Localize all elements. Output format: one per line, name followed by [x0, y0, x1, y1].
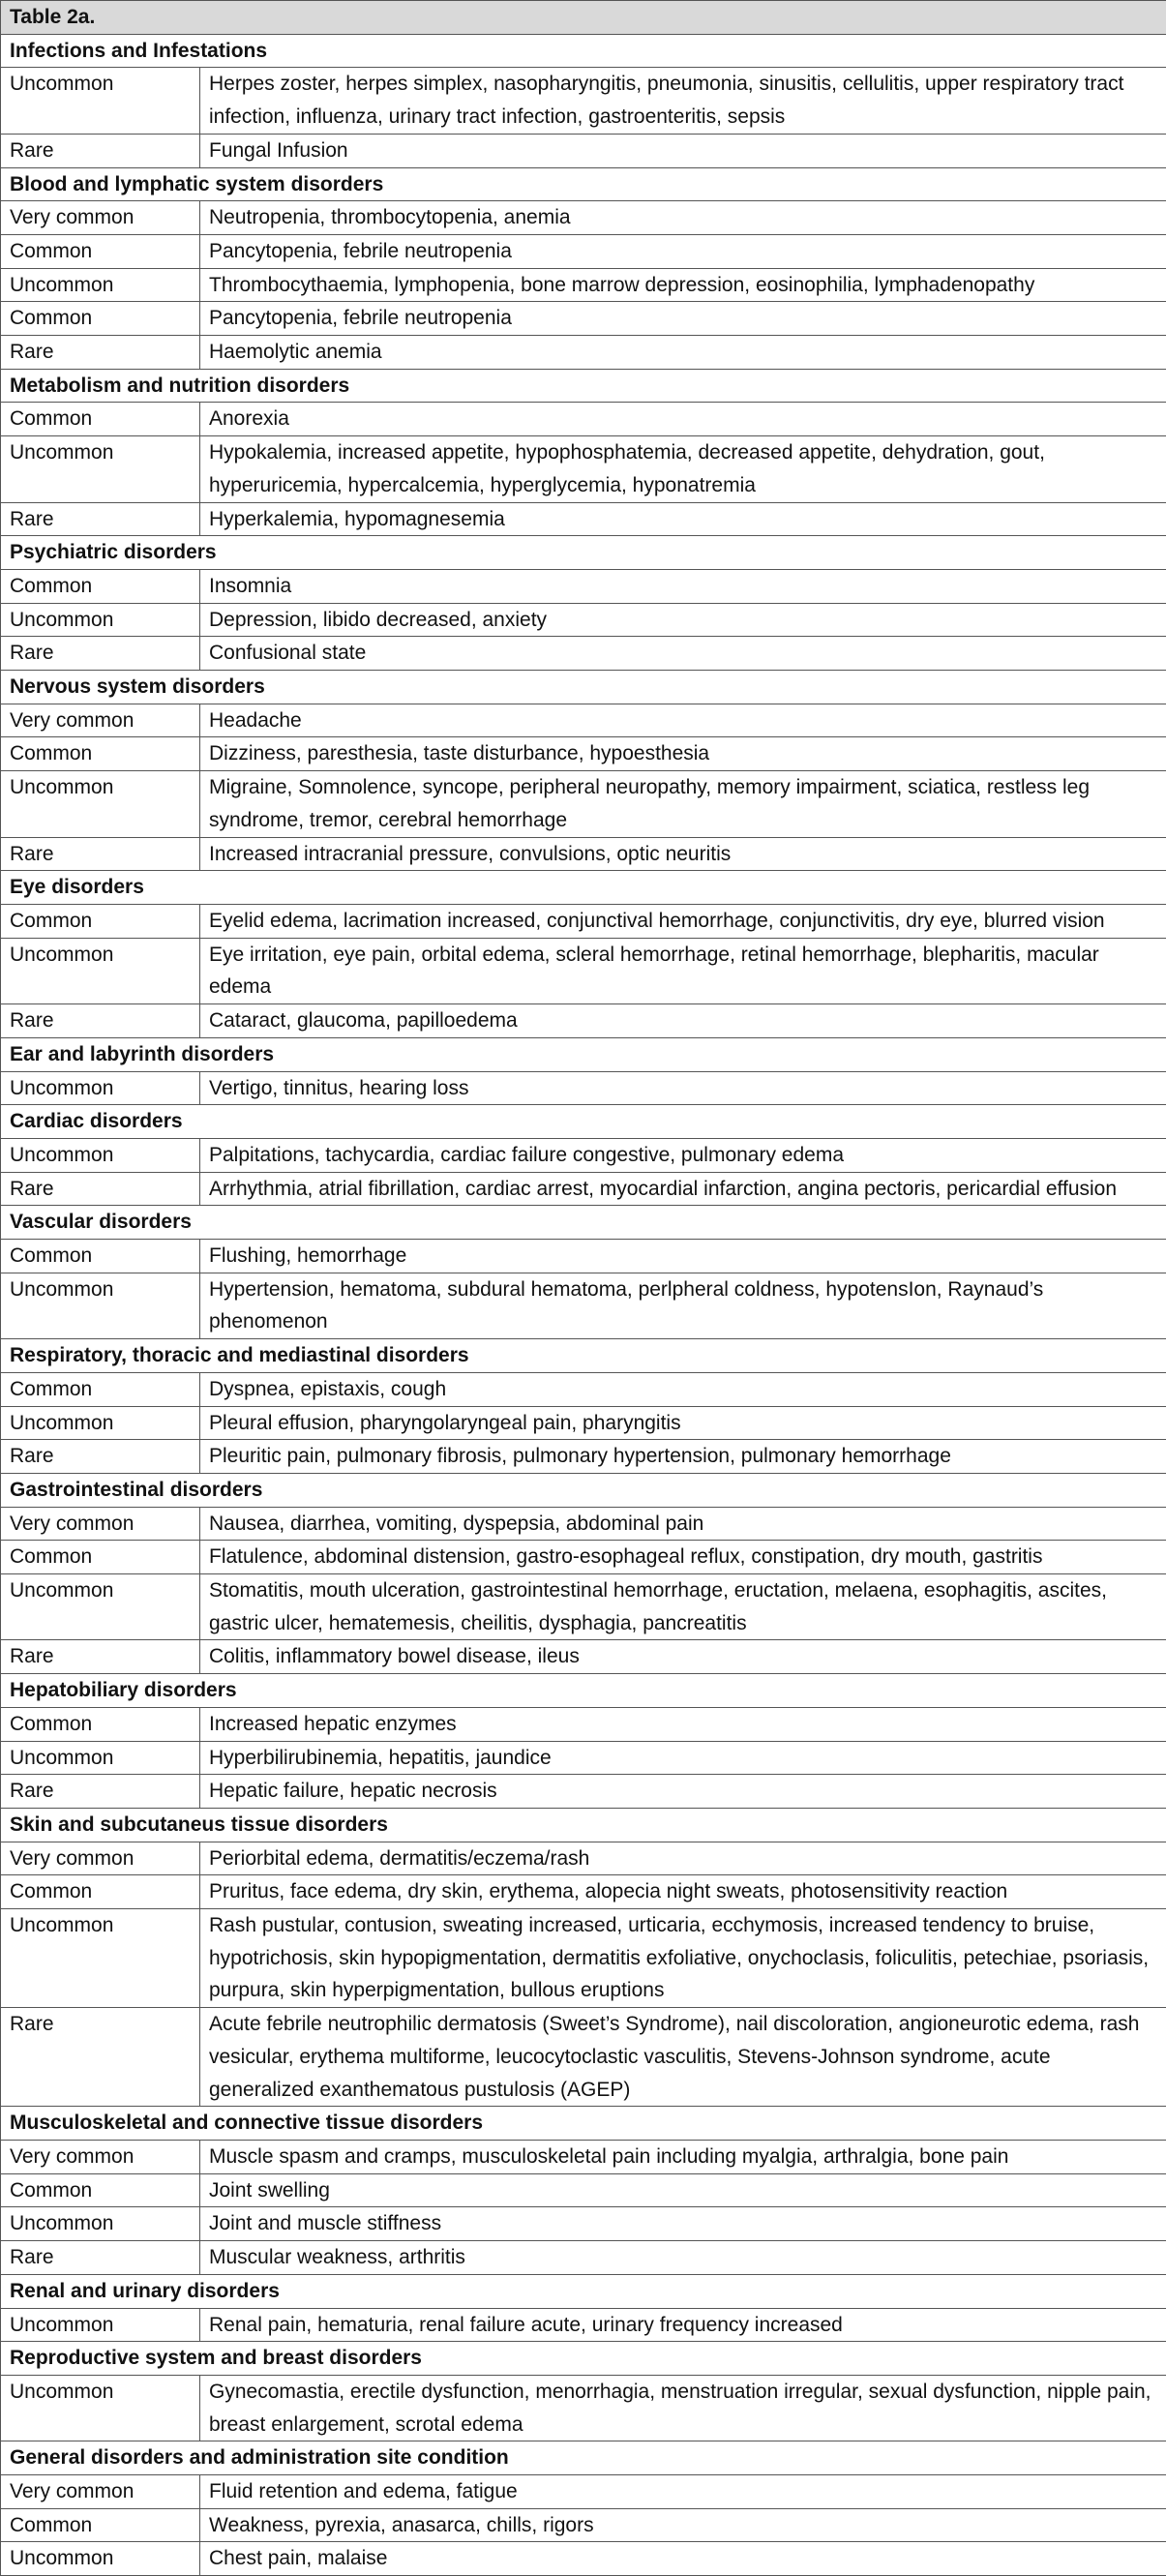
- table-row: [1, 1707, 1166, 1741]
- reactions-cell: Hyperkalemia, hypomagnesemia: [200, 502, 1166, 536]
- section-title: Skin and subcutaneus tissue disorders: [1, 1808, 1166, 1842]
- reactions-cell: Stomatitis, mouth ulceration, gastrointestinal hemorrhage, eructation, melaena, esophagitis, ascites, gastric ulcer, hematemesis, cheilitis, dysphagia, pancreatitis: [200, 1574, 1166, 1640]
- table-row: [1, 1842, 1166, 1875]
- table-row: [1, 2542, 1166, 2576]
- frequency-cell: Common: [1, 904, 200, 938]
- table-row: [1, 1273, 1166, 1338]
- frequency-cell: Uncommon: [1, 2308, 200, 2342]
- frequency-cell: Uncommon: [1, 2375, 200, 2441]
- table-row: [1, 1741, 1166, 1775]
- table-row: [1, 737, 1166, 771]
- reactions-cell: Muscular weakness, arthritis: [200, 2241, 1166, 2275]
- frequency-cell: Common: [1, 1372, 200, 1406]
- reactions-cell: Increased hepatic enzymes: [200, 1707, 1166, 1741]
- reactions-cell: Joint swelling: [200, 2173, 1166, 2207]
- table-row: [1, 2475, 1166, 2509]
- frequency-cell: Common: [1, 1707, 200, 1741]
- section-header-row: [1, 2274, 1166, 2308]
- reactions-cell: Fungal Infusion: [200, 134, 1166, 167]
- frequency-cell: Uncommon: [1, 1574, 200, 1640]
- table-row: [1, 403, 1166, 436]
- table-row: [1, 2173, 1166, 2207]
- reactions-cell: Joint and muscle stiffness: [200, 2207, 1166, 2241]
- reactions-cell: Migraine, Somnolence, syncope, peripheral neuropathy, memory impairment, sciatica, restless leg syndrome, tremor, cerebral hemorrhage: [200, 771, 1166, 837]
- table-row: [1, 771, 1166, 837]
- frequency-cell: Very common: [1, 2141, 200, 2174]
- reactions-cell: Neutropenia, thrombocytopenia, anemia: [200, 201, 1166, 235]
- section-header-row: [1, 871, 1166, 905]
- table-row: [1, 2308, 1166, 2342]
- reactions-cell: Pleural effusion, pharyngolaryngeal pain, pharyngitis: [200, 1406, 1166, 1440]
- frequency-cell: Common: [1, 2508, 200, 2542]
- section-title: Reproductive system and breast disorders: [1, 2342, 1166, 2376]
- table-row: [1, 1507, 1166, 1541]
- frequency-cell: Uncommon: [1, 1909, 200, 2008]
- reactions-cell: Renal pain, hematuria, renal failure acute, urinary frequency increased: [200, 2308, 1166, 2342]
- reactions-cell: Gynecomastia, erectile dysfunction, menorrhagia, menstruation irregular, sexual dysfunction, nipple pain, breast enlargement, scrotal edema: [200, 2375, 1166, 2441]
- section-header-row: [1, 2342, 1166, 2376]
- table-row: [1, 134, 1166, 167]
- frequency-cell: Rare: [1, 2241, 200, 2275]
- frequency-cell: Rare: [1, 1440, 200, 1474]
- reactions-cell: Flatulence, abdominal distension, gastro-esophageal reflux, constipation, dry mouth, gastritis: [200, 1541, 1166, 1574]
- reactions-cell: Nausea, diarrhea, vomiting, dyspepsia, abdominal pain: [200, 1507, 1166, 1541]
- table-row: [1, 1541, 1166, 1574]
- section-title: Infections and Infestations: [1, 34, 1166, 68]
- reactions-cell: Confusional state: [200, 637, 1166, 671]
- frequency-cell: Rare: [1, 1640, 200, 1674]
- reactions-cell: Vertigo, tinnitus, hearing loss: [200, 1071, 1166, 1105]
- reactions-cell: Dizziness, paresthesia, taste disturbance, hypoesthesia: [200, 737, 1166, 771]
- table-row: [1, 1574, 1166, 1640]
- frequency-cell: Very common: [1, 704, 200, 737]
- section-header-row: [1, 1808, 1166, 1842]
- section-title: Eye disorders: [1, 871, 1166, 905]
- frequency-cell: Rare: [1, 2008, 200, 2107]
- frequency-cell: Common: [1, 1875, 200, 1909]
- frequency-cell: Very common: [1, 201, 200, 235]
- table-title: Table 2a.: [1, 1, 1166, 35]
- reactions-cell: Anorexia: [200, 403, 1166, 436]
- reactions-cell: Fluid retention and edema, fatigue: [200, 2475, 1166, 2509]
- table-row: [1, 1172, 1166, 1206]
- section-header-row: [1, 2107, 1166, 2141]
- table-body: [1, 1, 1166, 2576]
- table-row: [1, 2207, 1166, 2241]
- frequency-cell: Common: [1, 403, 200, 436]
- reactions-cell: Pancytopenia, febrile neutropenia: [200, 234, 1166, 268]
- reactions-cell: Flushing, hemorrhage: [200, 1240, 1166, 1273]
- frequency-cell: Uncommon: [1, 1273, 200, 1338]
- section-header-row: [1, 1206, 1166, 1240]
- frequency-cell: Rare: [1, 502, 200, 536]
- section-title: Nervous system disorders: [1, 671, 1166, 704]
- frequency-cell: Very common: [1, 1507, 200, 1541]
- frequency-cell: Uncommon: [1, 1071, 200, 1105]
- reactions-cell: Pruritus, face edema, dry skin, erythema, alopecia night sweats, photosensitivity reaction: [200, 1875, 1166, 1909]
- frequency-cell: Common: [1, 234, 200, 268]
- table-row: [1, 302, 1166, 336]
- section-title: Hepatobiliary disorders: [1, 1674, 1166, 1708]
- frequency-cell: Rare: [1, 837, 200, 871]
- section-title: Respiratory, thoracic and mediastinal disorders: [1, 1339, 1166, 1373]
- reactions-cell: Colitis, inflammatory bowel disease, ileus: [200, 1640, 1166, 1674]
- frequency-cell: Uncommon: [1, 2542, 200, 2576]
- table-row: [1, 1004, 1166, 1038]
- table-row: [1, 1909, 1166, 2008]
- table-row: [1, 201, 1166, 235]
- table-row: [1, 2241, 1166, 2275]
- section-title: Vascular disorders: [1, 1206, 1166, 1240]
- reactions-cell: Thrombocythaemia, lymphopenia, bone marrow depression, eosinophilia, lymphadenopathy: [200, 268, 1166, 302]
- frequency-cell: Uncommon: [1, 1406, 200, 1440]
- reactions-cell: Headache: [200, 704, 1166, 737]
- section-title: Renal and urinary disorders: [1, 2274, 1166, 2308]
- frequency-cell: Rare: [1, 1775, 200, 1809]
- frequency-cell: Uncommon: [1, 68, 200, 134]
- section-title: Ear and labyrinth disorders: [1, 1037, 1166, 1071]
- section-header-row: [1, 1037, 1166, 1071]
- reactions-cell: Chest pain, malaise: [200, 2542, 1166, 2576]
- table-row: [1, 336, 1166, 370]
- frequency-cell: Uncommon: [1, 771, 200, 837]
- reactions-cell: Muscle spasm and cramps, musculoskeletal pain including myalgia, arthralgia, bone pain: [200, 2141, 1166, 2174]
- reactions-cell: Hypokalemia, increased appetite, hypophosphatemia, decreased appetite, dehydration, gout, hyperuricemia, hypercalcemia, hyperglycemia, hyponatremia: [200, 436, 1166, 502]
- reactions-cell: Hypertension, hematoma, subdural hematoma, perlpheral coldness, hypotensIon, Raynaud’s phenomenon: [200, 1273, 1166, 1338]
- section-title: General disorders and administration site condition: [1, 2441, 1166, 2475]
- reactions-cell: Cataract, glaucoma, papilloedema: [200, 1004, 1166, 1038]
- reactions-cell: Acute febrile neutrophilic dermatosis (Sweet’s Syndrome), nail discoloration, angioneurotic edema, rash vesicular, erythema multiforme, leucocytoclastic vasculitis, Stevens-Johnson syndrome, acute generalized exanthematous pustulosis (AGEP): [200, 2008, 1166, 2107]
- frequency-cell: Uncommon: [1, 938, 200, 1003]
- table-row: [1, 2375, 1166, 2441]
- table-row: [1, 2141, 1166, 2174]
- table-row: [1, 2508, 1166, 2542]
- reactions-cell: Palpitations, tachycardia, cardiac failure congestive, pulmonary edema: [200, 1138, 1166, 1172]
- frequency-cell: Rare: [1, 336, 200, 370]
- section-title: Musculoskeletal and connective tissue disorders: [1, 2107, 1166, 2141]
- table-row: [1, 837, 1166, 871]
- section-header-row: [1, 1339, 1166, 1373]
- frequency-cell: Rare: [1, 1172, 200, 1206]
- frequency-cell: Uncommon: [1, 603, 200, 637]
- table-row: [1, 704, 1166, 737]
- frequency-cell: Very common: [1, 1842, 200, 1875]
- table-row: [1, 569, 1166, 603]
- reactions-cell: Increased intracranial pressure, convulsions, optic neuritis: [200, 837, 1166, 871]
- table-row: [1, 637, 1166, 671]
- reactions-cell: Periorbital edema, dermatitis/eczema/rash: [200, 1842, 1166, 1875]
- table-row: [1, 1775, 1166, 1809]
- section-header-row: [1, 671, 1166, 704]
- reactions-cell: Eye irritation, eye pain, orbital edema, scleral hemorrhage, retinal hemorrhage, blepharitis, macular edema: [200, 938, 1166, 1003]
- table-row: [1, 1875, 1166, 1909]
- table-row: [1, 1640, 1166, 1674]
- table-row: [1, 268, 1166, 302]
- section-header-row: [1, 1105, 1166, 1139]
- reactions-cell: Pancytopenia, febrile neutropenia: [200, 302, 1166, 336]
- table-row: [1, 1240, 1166, 1273]
- frequency-cell: Very common: [1, 2475, 200, 2509]
- reactions-cell: Rash pustular, contusion, sweating increased, urticaria, ecchymosis, increased tendency to bruise, hypotrichosis, skin hypopigmentation, dermatitis exfoliative, onychoclasis, foliculitis, petechiae, psoriasis, purpura, skin hyperpigmentation, bullous eruptions: [200, 1909, 1166, 2008]
- table-row: [1, 1071, 1166, 1105]
- table-row: [1, 904, 1166, 938]
- section-title: Gastrointestinal disorders: [1, 1473, 1166, 1507]
- table-row: [1, 436, 1166, 502]
- reactions-cell: Arrhythmia, atrial fibrillation, cardiac arrest, myocardial infarction, angina pectoris, pericardial effusion: [200, 1172, 1166, 1206]
- table-row: [1, 68, 1166, 134]
- reactions-cell: Eyelid edema, lacrimation increased, conjunctival hemorrhage, conjunctivitis, dry eye, blurred vision: [200, 904, 1166, 938]
- reactions-cell: Dyspnea, epistaxis, cough: [200, 1372, 1166, 1406]
- frequency-cell: Rare: [1, 637, 200, 671]
- table-row: [1, 2008, 1166, 2107]
- section-header-row: [1, 167, 1166, 201]
- frequency-cell: Common: [1, 2173, 200, 2207]
- reactions-cell: Hyperbilirubinemia, hepatitis, jaundice: [200, 1741, 1166, 1775]
- table-row: [1, 502, 1166, 536]
- reactions-cell: Pleuritic pain, pulmonary fibrosis, pulmonary hypertension, pulmonary hemorrhage: [200, 1440, 1166, 1474]
- frequency-cell: Common: [1, 1240, 200, 1273]
- reactions-cell: Haemolytic anemia: [200, 336, 1166, 370]
- section-header-row: [1, 369, 1166, 403]
- section-header-row: [1, 536, 1166, 570]
- section-title: Blood and lymphatic system disorders: [1, 167, 1166, 201]
- frequency-cell: Common: [1, 569, 200, 603]
- section-header-row: [1, 1473, 1166, 1507]
- frequency-cell: Rare: [1, 134, 200, 167]
- reactions-cell: Herpes zoster, herpes simplex, nasopharyngitis, pneumonia, sinusitis, cellulitis, upper respiratory tract infection, influenza, urinary tract infection, gastroenteritis, sepsis: [200, 68, 1166, 134]
- frequency-cell: Uncommon: [1, 2207, 200, 2241]
- frequency-cell: Uncommon: [1, 268, 200, 302]
- table-row: [1, 1138, 1166, 1172]
- section-header-row: [1, 1674, 1166, 1708]
- reactions-cell: Insomnia: [200, 569, 1166, 603]
- table-row: [1, 1440, 1166, 1474]
- frequency-cell: Rare: [1, 1004, 200, 1038]
- table-row: [1, 1406, 1166, 1440]
- table-row: [1, 1372, 1166, 1406]
- section-header-row: [1, 2441, 1166, 2475]
- section-header-row: [1, 34, 1166, 68]
- frequency-cell: Uncommon: [1, 1741, 200, 1775]
- frequency-cell: Uncommon: [1, 1138, 200, 1172]
- table-row: [1, 234, 1166, 268]
- reactions-cell: Depression, libido decreased, anxiety: [200, 603, 1166, 637]
- section-title: Psychiatric disorders: [1, 536, 1166, 570]
- frequency-cell: Common: [1, 737, 200, 771]
- frequency-cell: Common: [1, 302, 200, 336]
- frequency-cell: Common: [1, 1541, 200, 1574]
- section-title: Cardiac disorders: [1, 1105, 1166, 1139]
- section-title: Metabolism and nutrition disorders: [1, 369, 1166, 403]
- table-title-row: [1, 1, 1166, 35]
- reactions-cell: Weakness, pyrexia, anasarca, chills, rigors: [200, 2508, 1166, 2542]
- table-row: [1, 603, 1166, 637]
- frequency-cell: Uncommon: [1, 436, 200, 502]
- table-row: [1, 938, 1166, 1003]
- reactions-cell: Hepatic failure, hepatic necrosis: [200, 1775, 1166, 1809]
